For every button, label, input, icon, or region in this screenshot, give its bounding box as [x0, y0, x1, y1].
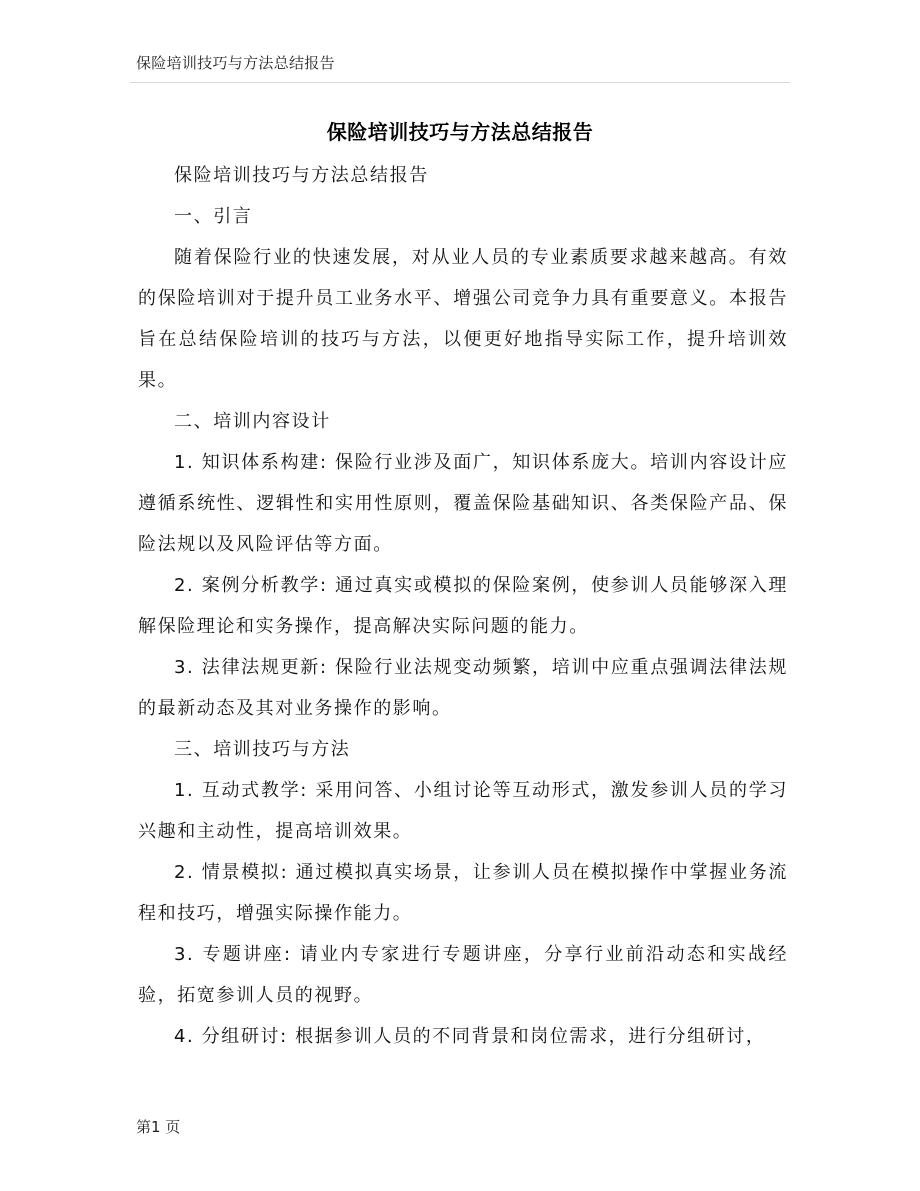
paragraph-introduction: 随着保险行业的快速发展，对从业人员的专业素质要求越来越高。有效的保险培训对于提升员工业务水平、增强公司竞争力具有重要意义。本报告旨在总结保险培训的技巧与方法，以便更好地指导实际工作，提升培训效果。 [138, 247, 788, 391]
list-item-case-analysis: 2. 案例分析教学: 通过真实或模拟的保险案例，使参训人员能够深入理解保险理论和实务操作，提高解决实际问题的能力。 [138, 575, 788, 637]
list-item-regulation-updates: 3. 法律法规更新: 保险行业法规变动频繁，培训中应重点强调法律法规的最新动态及其对业务操作的影响。 [138, 657, 788, 719]
list-item-special-lectures: 3. 专题讲座: 请业内专家进行专题讲座，分享行业前沿动态和实战经验，拓宽参训人员的视野。 [138, 944, 788, 1006]
list-item-group-discussion: 4. 分组研讨: 根据参训人员的不同背景和岗位需求，进行分组研讨， [174, 1026, 766, 1047]
paragraph-subtitle: 保险培训技巧与方法总结报告 [174, 165, 429, 186]
header-divider [130, 82, 790, 83]
document-body [138, 155, 788, 1057]
list-item-scenario-simulation: 2. 情景模拟: 通过模拟真实场景，让参训人员在模拟操作中掌握业务流程和技巧，增强实际操作能力。 [138, 862, 788, 924]
list-item-knowledge-system: 1. 知识体系构建: 保险行业涉及面广，知识体系庞大。培训内容设计应遵循系统性、逻辑性和实用性原则，覆盖保险基础知识、各类保险产品、保险法规以及风险评估等方面。 [138, 452, 788, 555]
section-heading-introduction: 一、引言 [174, 206, 253, 227]
document-title: 保险培训技巧与方法总结报告 [326, 120, 594, 144]
page-number: 第1 页 [136, 1118, 181, 1136]
section-heading-techniques: 三、培训技巧与方法 [174, 739, 351, 760]
list-item-interactive-teaching: 1. 互动式教学: 采用问答、小组讨论等互动形式，激发参训人员的学习兴趣和主动性，提高培训效果。 [138, 780, 788, 842]
running-header: 保险培训技巧与方法总结报告 [136, 54, 335, 72]
section-heading-content-design: 二、培训内容设计 [174, 411, 331, 432]
